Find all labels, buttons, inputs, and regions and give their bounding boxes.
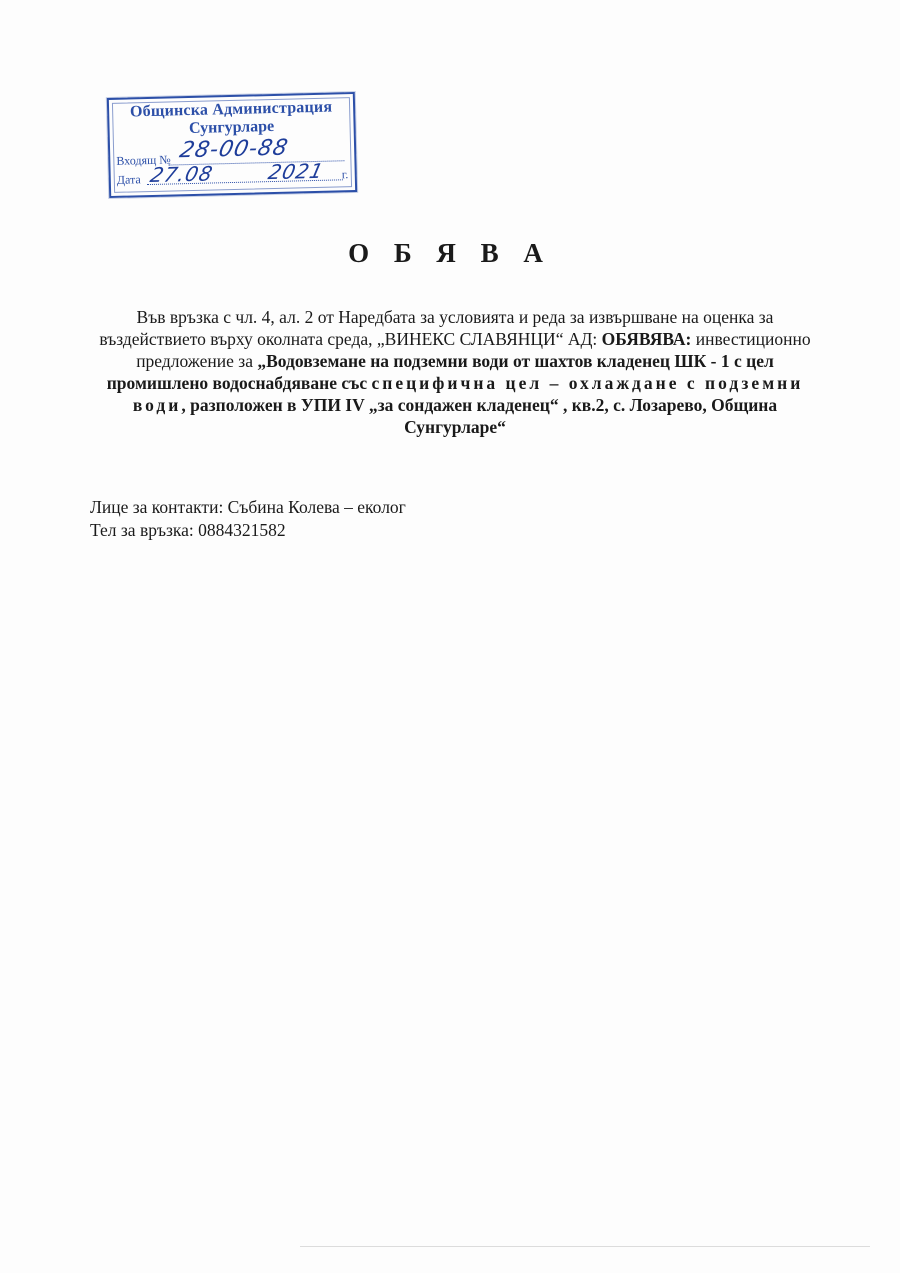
registration-stamp <box>107 92 357 198</box>
scan-edge-line <box>300 1246 870 1247</box>
project-title-part-2: специфична цел – охлаждане с подземни води <box>132 373 804 415</box>
contact-block <box>90 496 406 542</box>
intro-text: Във връзка с чл. 4, ал. 2 от Наредбата за условията и реда за извършване на оценка за въздействието върху околната среда, „ВИНЕКС СЛАВЯНЦИ“ АД: <box>99 307 774 349</box>
handwritten-incoming-number: 28-00-88 <box>177 135 291 164</box>
handwritten-year: 2021 <box>265 158 327 185</box>
project-title-part-1: „Водовземане на подземни води от шахтов кладенец ШК - 1 с цел промишлено водоснабдяване със <box>106 351 774 393</box>
contact-person: Лице за контакти: Събина Колева – еколог <box>90 497 406 517</box>
announcement-paragraph <box>90 306 820 438</box>
stamp-organization: Общинска Администрация <box>129 98 333 121</box>
stamp-incoming-label: Входящ № <box>116 152 171 168</box>
stamp-date-label: Дата <box>116 172 141 187</box>
contact-phone: Тел за връзка: 0884321582 <box>90 520 286 540</box>
document-title: О Б Я В А <box>348 238 552 268</box>
project-title-part-3: , разположен в УПИ IV „за сондажен кладенец“ , кв.2, с. Лозарево, Община Сунгурларе“ <box>181 395 778 437</box>
announces-label: ОБЯВЯВА: <box>601 329 692 349</box>
announces-text: инвестиционно предложение за <box>136 329 811 371</box>
stamp-year-suffix: г. <box>341 167 349 182</box>
handwritten-date: 27.08 <box>148 161 216 188</box>
stamp-city: Сунгурларе <box>188 117 275 138</box>
